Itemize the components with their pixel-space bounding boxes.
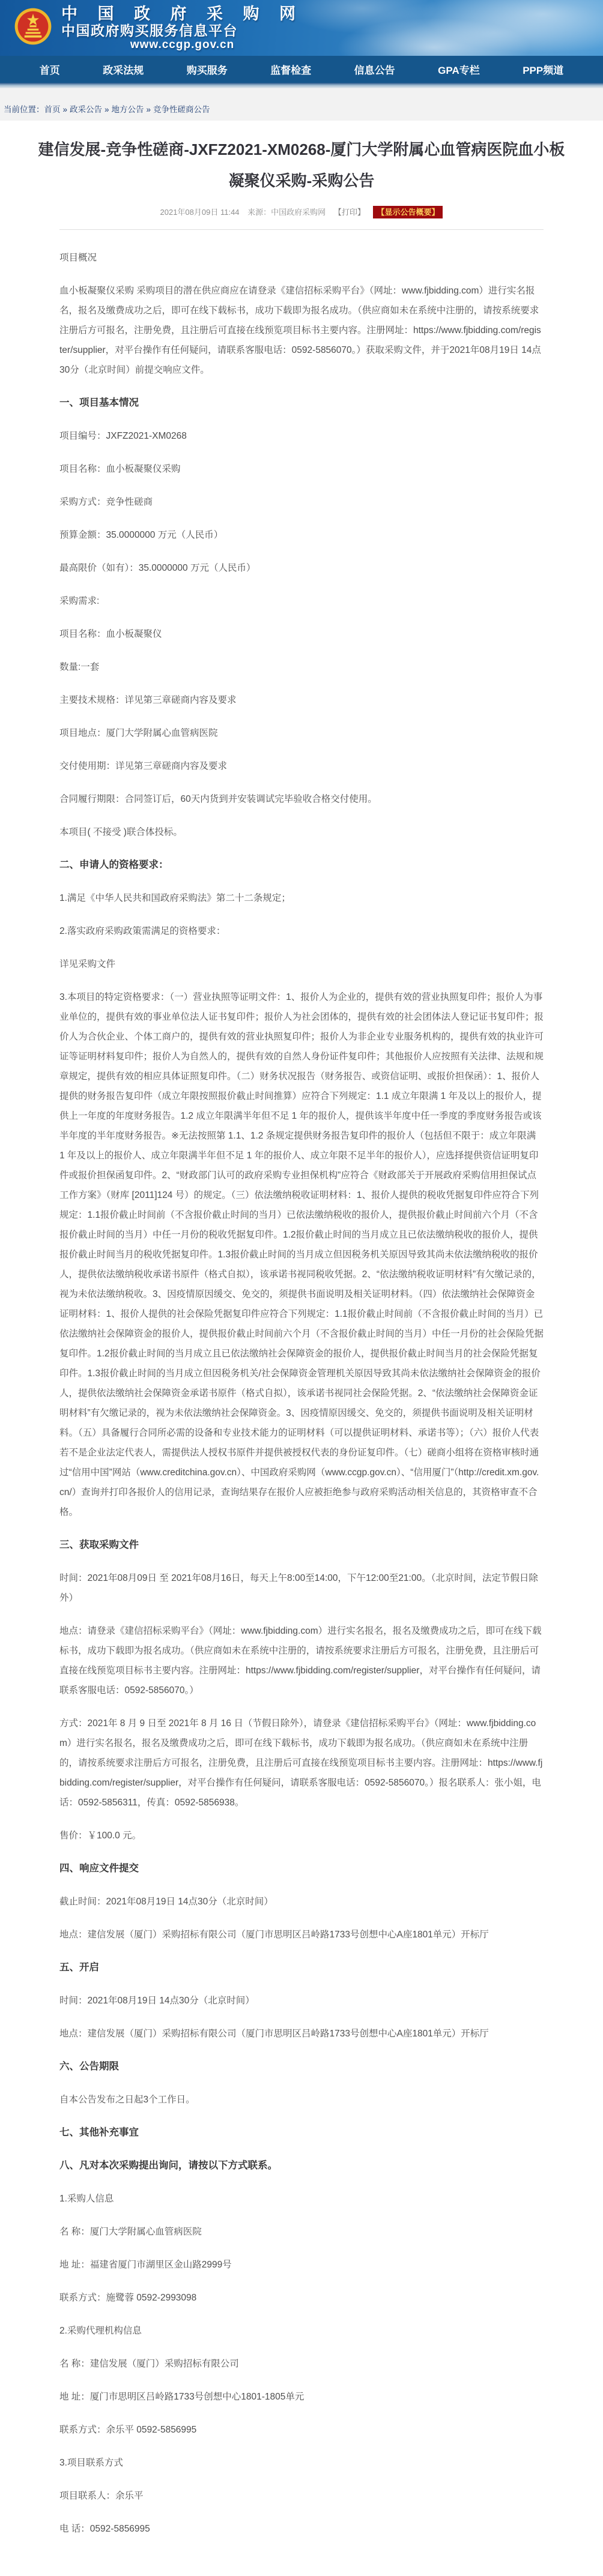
body-paragraph: 本项目( 不接受 )联合体投标。 (59, 827, 183, 837)
national-emblem-icon (14, 8, 52, 48)
site-text-block (61, 5, 303, 52)
nav-item[interactable]: 监督检查 (270, 65, 312, 76)
body-paragraph: 地点：请登录《建信招标采购平台》（网址：www.fjbidding.com）进行实名报名，报名及缴费成功之后，即可在线下载标书，成功下载即为报名成功。（供应商如未在系统中注册的，请按系统要求注册后方可报名，注册免费，且注册后可直接在线预览项目标书主要内容。注册网址：https://www.fjbidding.com/register/supplier，对平台操作有任何疑问，请联系客服电话：0592-5856070。） (59, 1626, 542, 1696)
section-heading: 一、项目基本情况 (59, 397, 139, 408)
body-paragraph: 地 址：福建省厦门市湖里区金山路2999号 (59, 2260, 232, 2270)
show-summary-button[interactable]: 【显示公告概要】 (373, 206, 443, 218)
nav-item[interactable]: 信息公告 (354, 65, 395, 76)
nav-item[interactable]: 首页 (39, 65, 60, 76)
body-paragraph: 电 话：0592-5856995 (59, 2524, 150, 2534)
article-meta (0, 206, 603, 217)
body-paragraph: 采购需求: (59, 596, 100, 606)
main-nav (0, 56, 603, 83)
nav-item[interactable]: 政采法规 (103, 65, 144, 76)
breadcrumb-link[interactable]: 首页 (44, 105, 61, 114)
article-head (0, 121, 603, 230)
body-paragraph: 售价：￥100.0 元。 (59, 1831, 142, 1841)
body-paragraph: 3.本项目的特定资格要求：（一）营业执照等证明文件：1、报价人为企业的，提供有效的营业执照复印件；报价人为事业单位的，提供有效的事业单位法人证书复印件；报价人为社会团体的，提供有效的社会团体法人登记证书复印件；报价人为合伙企业、个体工商户的，提供有效的营业执照复印件；报价人为非企业专业服务机构的，提供有效的执业许可证等证明材料复印件；报价人为自然人的，提供有效的自然人身份证件复印件；其他报价人应按照有关法律、法规和规章规定，提供有效的相应具体证照复印件。（二）财务状况报告（财务报告、或资信证明、或报价担保函）：1、报价人提供的财务报告复印件（成立年限按照报价截止时间推算）应符合下列规定：1.1 成立年限满 1 年及以上的报价人，提供上一年度的年度财务报告。1.2 成立年限满半年但不足 1 年的报价人，提供该半年度中任一季度的季度财务报告或该半年度的半年度财务报告。※无法按照第 1.1、1.2 条规定提供财务报告复印件的报价人（包括但不限于：成立年限满 1 年及以上的报价人、成立年限满半年但不足 1 年的报价人、成立年限不足半年的报价人），应选择提供资信证明复印件或报价担保函复印件。2、“财政部门认可的政府采购专业担保机构”应符合《财政部关于开展政府采购信用担保试点工作方案》（财库 [2011]124 号）的规定。（三）依法缴纳税收证明材料：1、报价人提供的税收凭据复印件应符合下列规定：1.1报价截止时间前（不含报价截止时间的当月）已依法缴纳税收的报价人，提供报价截止时间前六个月（不含报价截止时间的当月）中任一月份的税收凭据复印件。1.2报价截止时间的当月成立且已依法缴纳税收的报价人，提供报价截止时间当月的税收凭据复印件。1.3报价截止时间的当月成立但因税务机关原因导致其尚未依法缴纳税收的报价人，提供依法缴纳税收承诺书原件（格式自拟），该承诺书视同税收凭据。2、“依法缴纳税收证明材料”有欠缴记录的，视为未依法缴纳税收。3、因疫情原因缓交、免交的，须提供书面说明及相关证明材料。（四）依法缴纳社会保障资金证明材料：1、报价人提供的社会保险凭据复印件应符合下列规定：1.1报价截止时间前（不含报价截止时间的当月）已依法缴纳社会保障资金的报价人，提供报价截止时间前六个月（不含报价截止时间的当月）中任一月份的社会保险凭据复印件。1.2报价截止时间的当月成立且已依法缴纳社会保障资金的报价人，提供报价截止时间当月的社会保险凭据复印件。1.3报价截止时间的当月成立但因税务机关/社会保障资金管理机关原因导致其尚未依法缴纳社会保障资金的报价人，提供依法缴纳社会保障资金承诺书原件（格式自拟），该承诺书视同社会保险凭据。2、“依法缴纳社会保障资金证明材料”有欠缴记录的，视为未依法缴纳社会保障资金。3、因疫情原因缓交、免交的，须提供书面说明及相关证明材料。（五）具备履行合同所必需的设备和专业技术能力的证明材料（可以提供证明材料、承诺书等）；（六）报价人代表若不是企业法定代表人，需提供法人授权书原件并提供被授权代表的身份证复印件。（七）磋商小组将在资格审核时通过“信用中国”网站（www.creditchina.gov.cn）、中国政府采购网（www.ccgp.gov.cn）、“信用厦门”（http://credit.xm.gov.cn/）查询并打印各报价人的信用记录，查询结果存在报价人应被拒绝参与政府采购活动相关信息的，其资格审查不合格。 (59, 992, 544, 1517)
body-paragraph: 地点：建信发展（厦门）采购招标有限公司（厦门市思明区吕岭路1733号创想中心A座1801单元）开标厅 (59, 2029, 489, 2039)
body-paragraph: 地点：建信发展（厦门）采购招标有限公司（厦门市思明区吕岭路1733号创想中心A座1801单元）开标厅 (59, 1930, 489, 1940)
body-paragraph: 1.采购人信息 (59, 2194, 114, 2204)
breadcrumb-label: 当前位置： (4, 105, 44, 114)
section-heading: 七、其他补充事宜 (59, 2127, 139, 2138)
breadcrumb-separator: » (62, 105, 68, 114)
body-paragraph: 名 称：建信发展（厦门）采购招标有限公司 (59, 2359, 239, 2369)
breadcrumb-separator: » (105, 105, 109, 114)
site-title: 中 国 政 府 采 购 网 (61, 4, 304, 23)
site-banner (0, 0, 603, 56)
body-paragraph: 名 称：厦门大学附属心血管病医院 (59, 2227, 202, 2237)
body-paragraph: 详见采购文件 (59, 959, 116, 969)
body-paragraph: 预算金额：35.0000000 万元（人民币） (59, 530, 223, 540)
body-paragraph: 项目概况 (59, 253, 97, 263)
body-paragraph: 地 址：厦门市思明区吕岭路1733号创想中心1801-1805单元 (59, 2392, 305, 2402)
body-paragraph: 采购方式：竞争性磋商 (59, 497, 153, 507)
meta-datetime: 2021年08月09日 11:44 (160, 208, 240, 217)
body-paragraph: 联系方式：余乐平 0592-5856995 (59, 2425, 197, 2435)
breadcrumb-link[interactable]: 政采公告 (70, 105, 103, 114)
nav-gradient-strip (0, 83, 603, 88)
section-heading: 五、开启 (59, 1962, 99, 1973)
breadcrumb-path (44, 105, 210, 114)
section-heading: 三、获取采购文件 (59, 1539, 139, 1550)
section-heading: 二、申请人的资格要求： (59, 859, 169, 870)
body-paragraph: 时间：2021年08月19日 14点30分（北京时间） (59, 1996, 255, 2006)
body-paragraph: 项目编号：JXFZ2021-XM0268 (59, 431, 187, 441)
body-paragraph: 联系方式：施鹭蓉 0592-2993098 (59, 2293, 197, 2303)
nav-item[interactable]: 购买服务 (186, 65, 228, 76)
section-heading: 六、公告期限 (59, 2061, 119, 2072)
body-paragraph: 2.采购代理机构信息 (59, 2326, 142, 2336)
body-paragraph: 主要技术规格：详见第三章磋商内容及要求 (59, 695, 237, 705)
nav-item[interactable]: PPP频道 (523, 65, 564, 76)
body-paragraph: 2.落实政府采购政策需满足的资格要求： (59, 926, 226, 936)
nav-item[interactable]: GPA专栏 (438, 65, 480, 76)
body-paragraph: 3.项目联系方式 (59, 2458, 123, 2468)
print-button[interactable]: 【打印】 (333, 208, 365, 217)
section-heading: 八、凡对本次采购提出询问，请按以下方式联系。 (59, 2160, 277, 2171)
site-subtitle: 中国政府购买服务信息平台 (61, 22, 238, 38)
body-paragraph: 自本公告发布之日起3个工作日。 (59, 2095, 195, 2105)
body-paragraph: 项目名称：血小板凝聚仪采购 (59, 464, 181, 474)
breadcrumb-separator: » (146, 105, 151, 114)
body-paragraph: 项目名称：血小板凝聚仪 (59, 629, 162, 639)
meta-source: 来源：中国政府采购网 (247, 208, 326, 217)
body-paragraph: 血小板凝聚仪采购 采购项目的潜在供应商应在请登录《建信招标采购平台》（网址：www.fjbidding.com）进行实名报名，报名及缴费成功之后，即可在线下载标书，成功下载即为报名成功。（供应商如未在系统中注册的，请按系统要求注册后方可报名，注册免费，且注册后可直接在线预览项目标书主要内容。注册网址：https://www.fjbidding.com/register/supplier，对平台操作有任何疑问，请联系客服电话：0592-5856070。）获取采购文件，并于2021年08月19日 14点30分（北京时间）前提交响应文件。 (59, 286, 541, 375)
body-paragraph: 交付使用期：详见第三章磋商内容及要求 (59, 761, 228, 771)
site-logo[interactable] (0, 0, 603, 56)
article-body (59, 230, 544, 2576)
breadcrumb-link[interactable]: 地方公告 (111, 105, 144, 114)
body-paragraph: 方式：2021年 8 月 9 日至 2021年 8 月 16 日（节假日除外），请登录《建信招标采购平台》（网址：www.fjbidding.com）进行实名报名，报名及缴费成功之后，即可在线下载标书，成功下载即为报名成功。（供应商如未在系统中注册的，请按系统要求注册后方可报名，注册免费，且注册后可直接在线预览项目标书主要内容。注册网址：https://www.fjbidding.com/register/supplier，对平台操作有任何疑问，请联系客服电话：0592-5856070。）报名联系人：张小姐，电话：0592-5856311，传真：0592-5856938。 (59, 1718, 543, 1808)
body-paragraph: 项目联系人：余乐平 (59, 2491, 144, 2501)
breadcrumb (4, 103, 603, 115)
body-paragraph: 1.满足《中华人民共和国政府采购法》第二十二条规定； (59, 893, 291, 903)
page-title: 建信发展-竞争性磋商-JXFZ2021-XM0268-厦门大学附属心血管病医院血小板凝聚仪采购-采购公告 (38, 140, 565, 190)
body-paragraph: 最高限价（如有）：35.0000000 万元（人民币） (59, 563, 256, 573)
body-paragraph: 合同履行期限：合同签订后，60天内货到并安装调试完毕验收合格交付使用。 (59, 794, 377, 804)
breadcrumb-zone (0, 88, 603, 121)
breadcrumb-link[interactable]: 竞争性磋商公告 (153, 105, 210, 114)
section-heading: 四、响应文件提交 (59, 1863, 139, 1874)
body-paragraph: 时间：2021年08月09日 至 2021年08月16日，每天上午8:00至14:00，下午12:00至21:00。（北京时间，法定节假日除外） (59, 1573, 538, 1603)
body-paragraph: 数量:一套 (59, 662, 100, 672)
body-paragraph: 项目地点：厦门大学附属心血管病医院 (59, 728, 218, 738)
site-url: www.ccgp.gov.cn (130, 38, 235, 51)
body-paragraph: 截止时间：2021年08月19日 14点30分（北京时间） (59, 1897, 273, 1907)
